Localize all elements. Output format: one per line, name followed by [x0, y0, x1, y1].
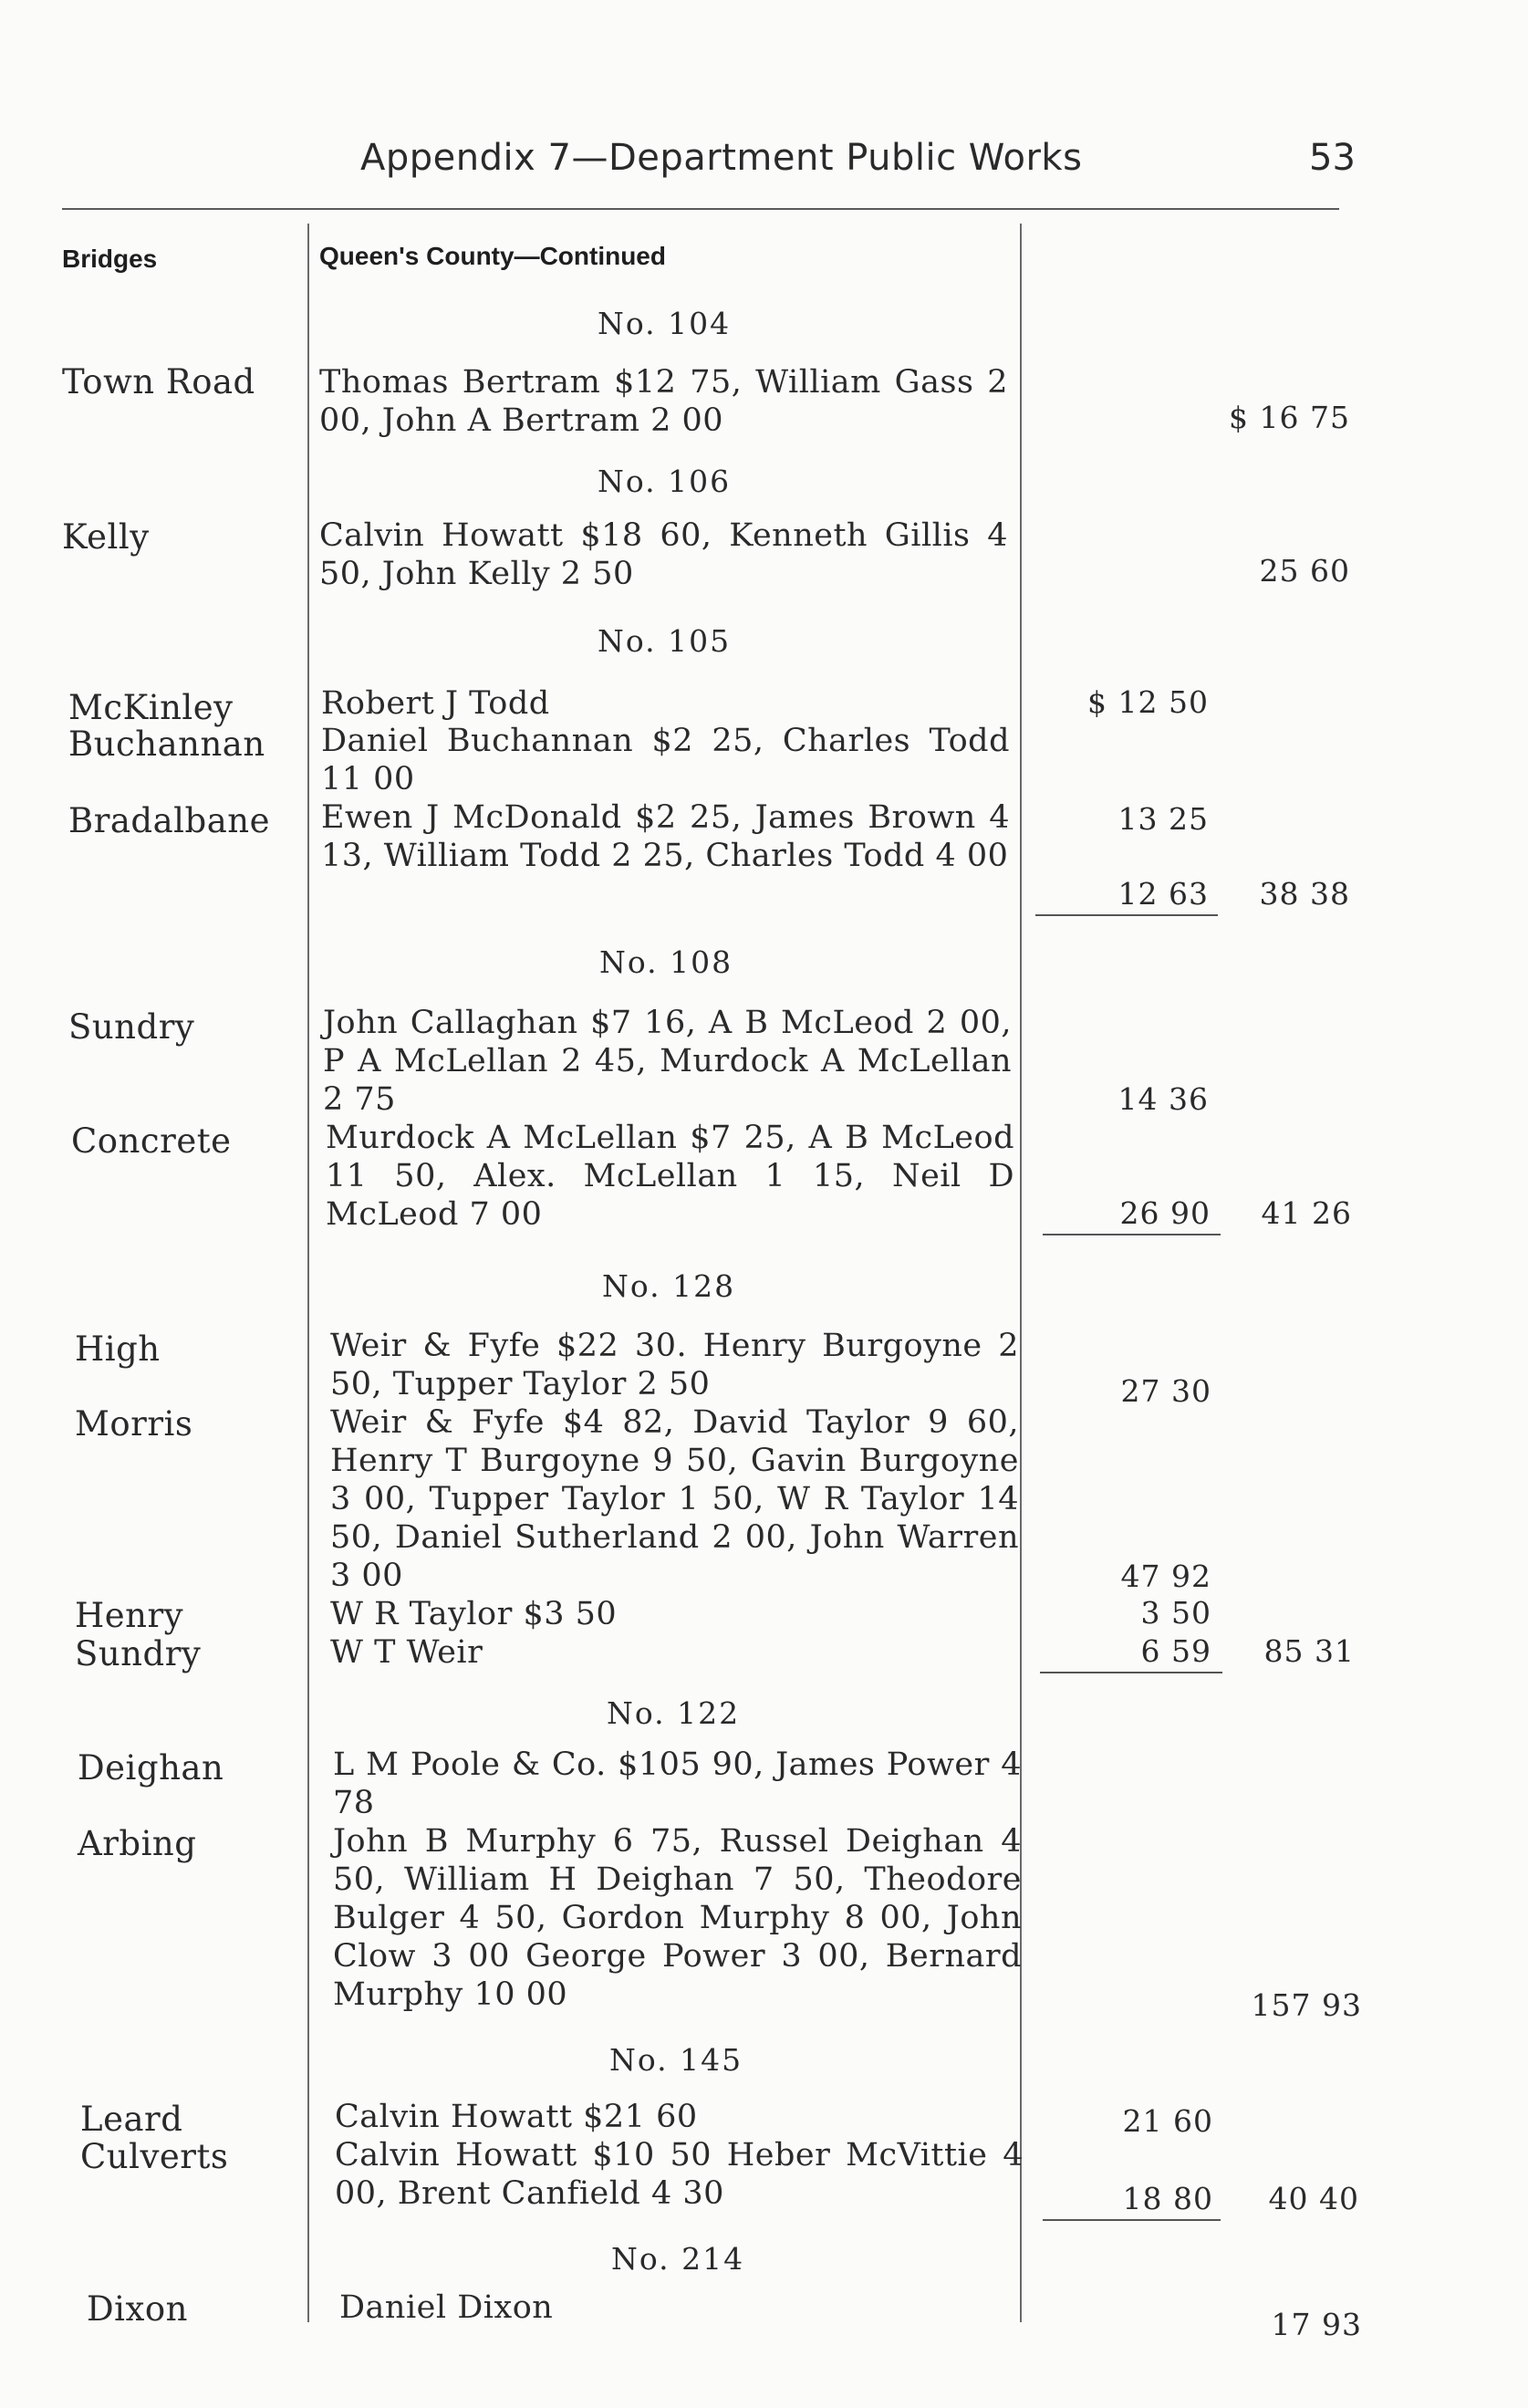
subtotal-amount: 47 92: [1120, 1558, 1211, 1594]
subtotal-rule: [1043, 2219, 1221, 2221]
payee-entry: Calvin Howatt $10 50 Heber McVittie 4 00, Brent Canfield 4 30: [335, 2137, 1024, 2212]
payee-entry: Weir & Fyfe $22 30. Henry Burgoyne 2 50, Tupper Taylor 2 50: [330, 1328, 1019, 1402]
subtotal-amount: 26 90: [1119, 1195, 1211, 1231]
payee-entry: W R Taylor $3 50: [330, 1596, 618, 1632]
payee-entry: John Callaghan $7 16, A B McLeod 2 00, P A McLellan 2 45, Murdock A McLellan 2 75: [323, 1005, 1012, 1118]
subtotal-amount: 6 59: [1140, 1633, 1211, 1669]
section-total: 17 93: [1271, 2307, 1362, 2342]
section-number: No. 106: [598, 464, 732, 499]
section-total: 25 60: [1259, 553, 1350, 589]
section-number: No. 214: [611, 2241, 745, 2277]
section-total: 157 93: [1251, 1987, 1362, 2023]
bridge-name: Morris: [75, 1404, 193, 1444]
bridge-name: Dixon: [87, 2289, 188, 2329]
bridge-name: Town Road: [62, 362, 255, 401]
payee-entry: Weir & Fyfe $4 82, David Taylor 9 60, Henry T Burgoyne 9 50, Gavin Burgoyne 3 00, Tupper Taylor 1 50, W R Taylor 14 50, Daniel Sutherland 2 00, John Warren 3 00: [330, 1404, 1019, 1594]
subtotal-amount: 3 50: [1140, 1595, 1211, 1631]
bridge-name: Leard: [80, 2100, 183, 2139]
section-total: 41 26: [1261, 1195, 1352, 1231]
bridge-name: Deighan: [78, 1748, 224, 1788]
bridge-name: Arbing: [78, 1824, 197, 1863]
section-number: No. 104: [598, 306, 732, 341]
subtotal-amount: $ 12 50: [1087, 684, 1209, 720]
subtotal-amount: 14 36: [1117, 1081, 1209, 1117]
column-divider-left: [307, 224, 309, 2322]
subtotal-amount: 27 30: [1120, 1373, 1211, 1409]
payee-entry: Calvin Howatt $18 60, Kenneth Gillis 4 50, John Kelly 2 50: [319, 517, 1008, 592]
subtotal-amount: 12 63: [1117, 876, 1209, 912]
payee-entry: Robert J Todd: [321, 685, 550, 722]
page-number: 53: [1309, 137, 1356, 179]
payee-entry: Daniel Buchannan $2 25, Charles Todd 11 00: [321, 723, 1010, 797]
bridge-name: Culverts: [80, 2137, 229, 2176]
payee-entry: John B Murphy 6 75, Russel Deighan 4 50, William H Deighan 7 50, Theodore Bulger 4 50, Gordon Murphy 8 00, John Clow 3 00 George Power 3 00, Bernard Murphy 10 00: [333, 1823, 1022, 2013]
section-number: No. 122: [607, 1695, 741, 1731]
payee-entry: Daniel Dixon: [339, 2289, 554, 2326]
subtotal-amount: 21 60: [1122, 2103, 1213, 2139]
subtotal-rule: [1043, 1234, 1221, 1235]
bridge-name: Henry: [75, 1596, 184, 1635]
bridge-name: Buchannan: [68, 724, 265, 764]
page-title: Appendix 7—Department Public Works: [360, 137, 1083, 179]
section-number: No. 108: [599, 944, 733, 980]
subtotal-amount: 18 80: [1122, 2181, 1213, 2216]
section-total: 38 38: [1259, 876, 1350, 912]
column-heading-bridges: Bridges: [62, 245, 158, 273]
bridge-name: Concrete: [71, 1121, 232, 1161]
bridge-name: Sundry: [75, 1634, 202, 1673]
column-heading-county: Queen's County—Continued: [319, 242, 666, 270]
section-number: No. 105: [598, 623, 732, 659]
subtotal-amount: 13 25: [1117, 801, 1209, 837]
section-total: 40 40: [1268, 2181, 1359, 2216]
bridge-name: Kelly: [62, 517, 150, 557]
section-number: No. 145: [609, 2042, 743, 2078]
payee-entry: Murdock A McLellan $7 25, A B McLeod 11 50, Alex. McLellan 1 15, Neil D McLeod 7 00: [326, 1120, 1014, 1233]
header-rule: [62, 208, 1339, 210]
bridge-name: McKinley: [68, 688, 234, 727]
bridge-name: High: [75, 1329, 161, 1369]
section-total: 85 31: [1263, 1633, 1355, 1669]
payee-entry: Thomas Bertram $12 75, William Gass 2 00, John A Bertram 2 00: [319, 364, 1008, 439]
subtotal-rule: [1035, 914, 1218, 916]
subtotal-rule: [1040, 1672, 1222, 1673]
payee-entry: Calvin Howatt $21 60: [335, 2099, 698, 2135]
section-total: $ 16 75: [1229, 400, 1350, 435]
bridge-name: Bradalbane: [68, 801, 270, 840]
section-number: No. 128: [602, 1268, 736, 1304]
payee-entry: L M Poole & Co. $105 90, James Power 4 78: [333, 1746, 1022, 1821]
bridge-name: Sundry: [68, 1007, 195, 1047]
payee-entry: Ewen J McDonald $2 25, James Brown 4 13, William Todd 2 25, Charles Todd 4 00: [321, 799, 1010, 874]
payee-entry: W T Weir: [330, 1634, 483, 1671]
